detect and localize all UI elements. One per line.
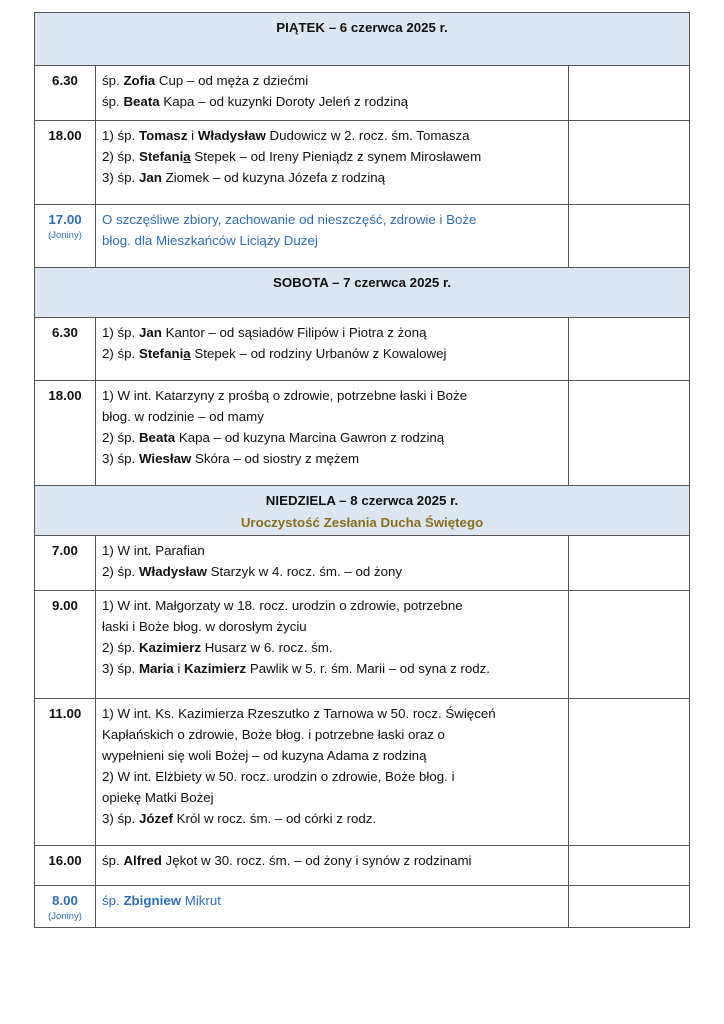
intention-line [102,745,562,766]
feast-subtitle: Uroczystość Zesłania Ducha Świętego [240,515,484,530]
intention-text: 2) śp. [102,346,139,361]
deceased-name: Alfred [123,853,162,868]
mass-row [35,381,690,486]
intention-text: Stepek – od Ireny Pieniądz z synem Mirosławem [190,149,482,164]
day-title: NIEDZIELA – 8 czerwca 2025 r. [265,493,459,508]
deceased-name: Jan [138,325,162,340]
day-header [35,486,690,536]
deceased-name-underlined: a [183,149,191,164]
deceased-name: Wiesław [138,451,192,466]
intention-line [102,595,562,616]
intention-text: 1) W int. Ks. Kazimierza Rzeszutko z Tarnowa w 50. rocz. Święceń [102,706,496,721]
mass-time-cell [35,381,96,486]
intention-line [102,850,562,871]
deceased-name: Maria [138,661,174,676]
mass-time: 18.00 [48,388,82,403]
day-header [35,13,690,66]
intention-line [102,703,562,724]
notes-cell [569,66,690,121]
mass-time-cell [35,536,96,591]
intention-line [102,385,562,406]
intention-line [102,230,562,251]
intention-text: 2) śp. [102,564,139,579]
mass-row [35,699,690,846]
deceased-name: Władysław [138,564,207,579]
notes-cell [569,846,690,886]
mass-time-cell [35,66,96,121]
deceased-name-underlined: a [183,346,191,361]
mass-time: 6.30 [52,73,78,88]
intention-text: Kapa – od kuzynki Doroty Jeleń z rodziną [159,94,408,109]
day-header-row [35,486,690,536]
mass-time: 17.00 [48,212,82,227]
mass-row [35,536,690,591]
intention-line [102,448,562,469]
intention-text: Pawlik w 5. r. śm. Marii – od syna z rodz. [246,661,490,676]
intention-line [102,616,562,637]
notes-cell [569,536,690,591]
intention-text: wypełnieni się woli Bożej – od kuzyna Adama z rodziną [102,748,427,763]
mass-time: 16.00 [48,853,82,868]
intention-text: błog. w rodzinie – od mamy [102,409,264,424]
intention-line [102,91,562,112]
intention-text: Ziomek – od kuzyna Józefa z rodziną [161,170,386,185]
intention-line [102,658,562,679]
mass-time-cell [35,121,96,205]
intention-text: 1) W int. Małgorzaty w 18. rocz. urodzin o zdrowie, potrzebne [102,598,463,613]
intention-line [102,209,562,230]
mass-intentions-cell [96,205,569,268]
intention-line [102,167,562,188]
intention-text: Cup – od męża z dziećmi [155,73,309,88]
notes-cell [569,591,690,699]
intention-text: 2) śp. [102,430,139,445]
intention-text: Kantor – od sąsiadów Filipów i Piotra z żoną [161,325,427,340]
mass-location: (Joniny) [48,230,82,241]
intention-text: 3) śp. [102,811,139,826]
intention-text: Skóra – od siostry z mężem [191,451,360,466]
schedule-body [35,13,690,928]
mass-intentions-cell [96,121,569,205]
intention-line [102,322,562,343]
day-header-row [35,13,690,66]
intention-text: Stepek – od rodziny Urbanów z Kowalowej [190,346,447,361]
mass-row [35,886,690,928]
mass-time: 6.30 [52,325,78,340]
deceased-name-part [183,346,190,361]
mass-intentions-cell [96,536,569,591]
day-header-row [35,268,690,318]
deceased-name: Kazimierz [138,640,202,655]
intention-text: błog. dla Mieszkańców Liciąży Dużej [102,233,318,248]
deceased-name: Jan [138,170,162,185]
mass-time-cell [35,591,96,699]
intention-text: 2) W int. Elżbiety w 50. rocz. urodzin o zdrowie, Boże błog. i [102,769,455,784]
intention-text: 3) śp. [102,170,139,185]
mass-location: (Joniny) [48,911,82,922]
intention-line [102,406,562,427]
mass-intentions-cell [96,381,569,486]
mass-intentions-cell [96,699,569,846]
intention-line [102,427,562,448]
intention-text: śp. [102,893,124,908]
intention-text: opiekę Matki Bożej [102,790,214,805]
mass-intentions-cell [96,318,569,381]
mass-time-cell [35,205,96,268]
mass-time: 7.00 [52,543,78,558]
intention-line [102,724,562,745]
notes-cell [569,886,690,928]
day-title: PIĄTEK – 6 czerwca 2025 r. [276,20,448,35]
intention-text: 3) śp. [102,451,139,466]
day-title: SOBOTA – 7 czerwca 2025 r. [272,275,452,290]
mass-schedule-table [34,12,690,928]
intention-line [102,787,562,808]
deceased-name: Władysław [197,128,266,143]
deceased-name: Beata [138,430,176,445]
intention-text: śp. [102,94,124,109]
intention-text: O szczęśliwe zbiory, zachowanie od nieszczęść, zdrowie i Boże [102,212,477,227]
intention-line [102,343,562,364]
intention-text: Król w rocz. śm. – od córki z rodz. [172,811,377,826]
intention-line [102,808,562,829]
deceased-name: Zbigniew [123,893,182,908]
intention-text: 1) W int. Katarzyny z prośbą o zdrowie, potrzebne łaski i Boże [102,388,468,403]
intention-text: Mikrut [181,893,221,908]
intention-line [102,125,562,146]
intention-line [102,540,562,561]
mass-time-cell [35,318,96,381]
deceased-name: Stefani [138,149,184,164]
deceased-name: Beata [123,94,160,109]
deceased-name-part [183,149,190,164]
notes-cell [569,121,690,205]
intention-text: śp. [102,853,124,868]
intention-line [102,146,562,167]
day-header [35,268,690,318]
notes-cell [569,205,690,268]
notes-cell [569,699,690,846]
intention-text: i [173,661,185,676]
intention-line [102,890,562,911]
deceased-name: Zofia [123,73,156,88]
intention-line [102,637,562,658]
intention-line [102,766,562,787]
deceased-name: Tomasz [138,128,188,143]
mass-row [35,318,690,381]
intention-text: łaski i Boże błog. w dorosłym życiu [102,619,307,634]
mass-time-cell [35,699,96,846]
mass-time: 8.00 [52,893,78,908]
mass-time: 18.00 [48,128,82,143]
intention-text: śp. [102,73,124,88]
intention-text: Kapa – od kuzyna Marcina Gawron z rodziną [175,430,445,445]
intention-text: 3) śp. [102,661,139,676]
mass-row [35,205,690,268]
intention-text: 1) śp. [102,128,139,143]
intention-text: Kapłańskich o zdrowie, Boże błog. i potrzebne łaski oraz o [102,727,445,742]
mass-intentions-cell [96,66,569,121]
intention-text: 1) W int. Parafian [102,543,205,558]
mass-intentions-cell [96,846,569,886]
deceased-name: Józef [138,811,173,826]
intention-text: Dudowicz w 2. rocz. śm. Tomasza [265,128,470,143]
intention-text: i [187,128,198,143]
deceased-name: Kazimierz [184,661,247,676]
intention-line [102,70,562,91]
mass-row [35,121,690,205]
mass-time: 9.00 [52,598,78,613]
mass-row [35,846,690,886]
mass-time-cell [35,886,96,928]
mass-time: 11.00 [48,706,82,721]
intention-text: Husarz w 6. rocz. śm. [201,640,333,655]
intention-text: Jękot w 30. rocz. śm. – od żony i synów z rodzinami [161,853,472,868]
mass-intentions-cell [96,591,569,699]
mass-row [35,591,690,699]
intention-line [102,561,562,582]
notes-cell [569,381,690,486]
notes-cell [569,318,690,381]
intention-text: 1) śp. [102,325,139,340]
intention-text: 2) śp. [102,149,139,164]
mass-row [35,66,690,121]
mass-intentions-cell [96,886,569,928]
intention-text: 2) śp. [102,640,139,655]
deceased-name: Stefani [138,346,184,361]
mass-time-cell [35,846,96,886]
intention-text: Starzyk w 4. rocz. śm. – od żony [206,564,403,579]
